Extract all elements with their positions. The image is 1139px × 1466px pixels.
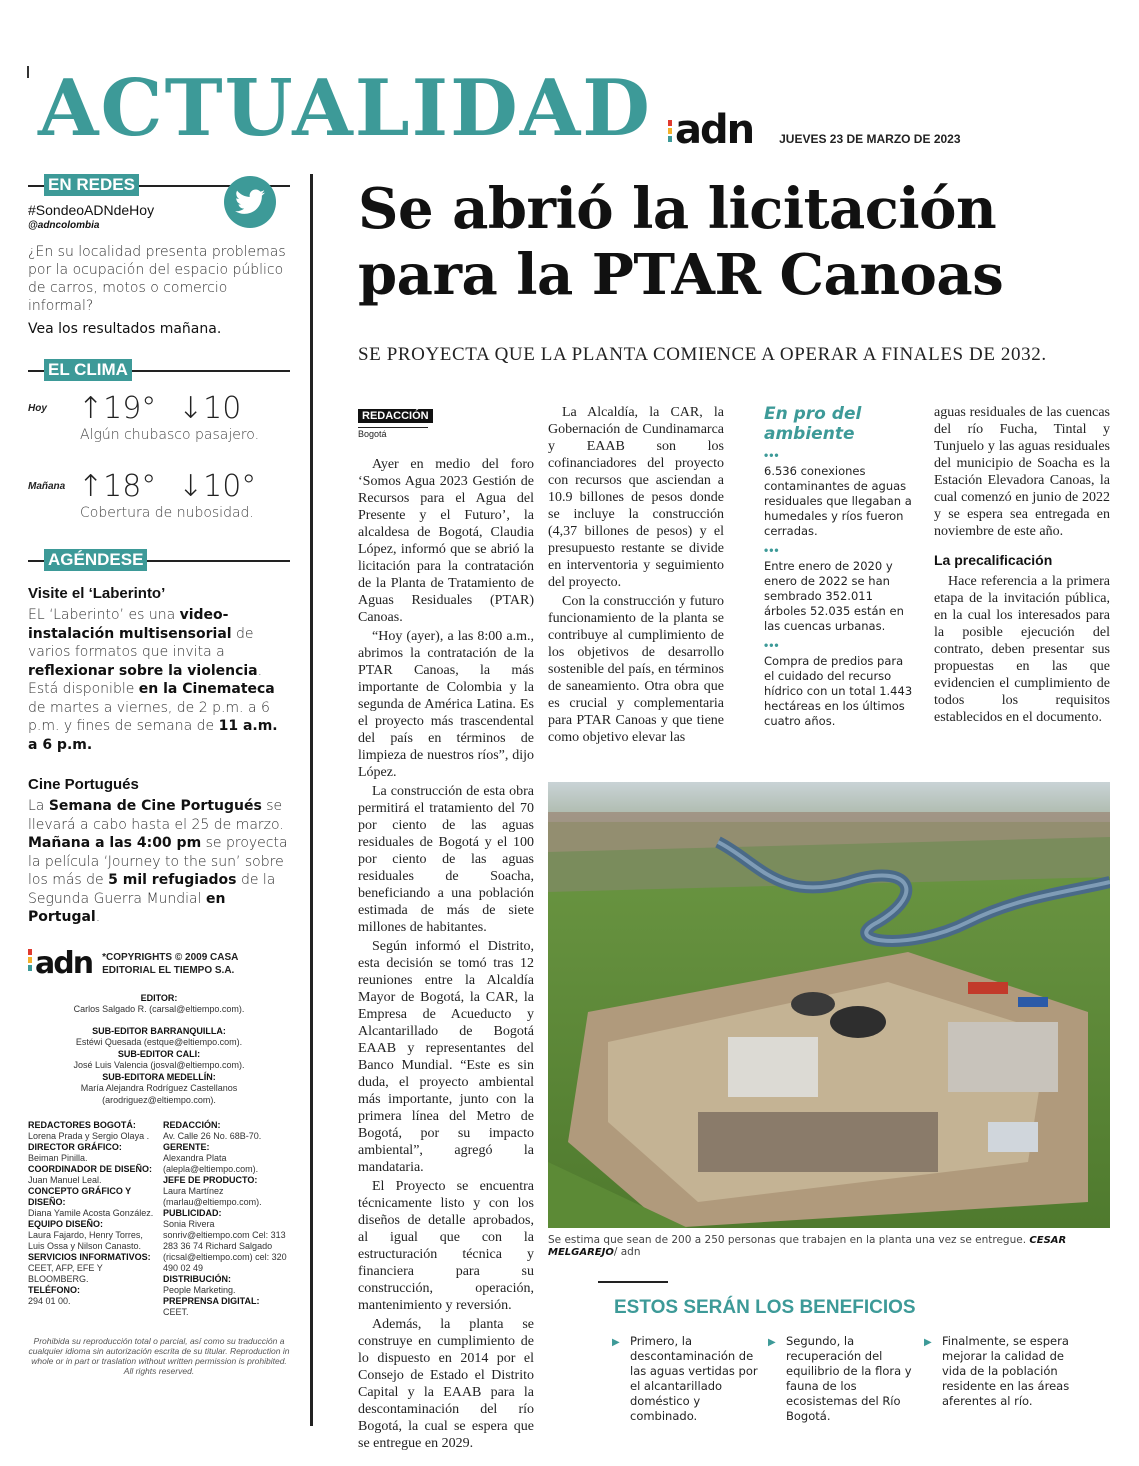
sidebar [28, 174, 290, 1376]
page-mark [27, 66, 29, 78]
subtitle: La precalificación [934, 552, 1053, 568]
weather-today [28, 391, 290, 469]
issue-date: JUEVES 23 DE MARZO DE 2023 [779, 132, 961, 146]
hashtag[interactable]: #SondeoADNdeHoy [28, 202, 155, 218]
brand-header [668, 107, 961, 153]
weather-day: Hoy [28, 403, 47, 414]
author: REDACCIÓN [358, 409, 433, 423]
legal-notice: Prohibida su reproducción total o parcial, así como su traducción a cualquier idioma sin autorización escrita de su titular. Reproduction in whole or in part or traslation without written permission is prohibited. All rights reserved. [28, 1336, 290, 1376]
paragraph: La Alcaldía, la CAR, la Gobernación de Cundinamarca y EAAB son los cofinanciadores del proyecto con recursos que asciendan a 10.9 billones de pesos donde se incluye la construcción (4,37 billones de pesos) y el presupuesto restante se divide en interventoria y seguimiento del proyecto. [548, 405, 724, 590]
paragraph: Según informó el Distrito, esta decisión se tomó tras 12 reuniones entre la Alcaldía Mayor de Bogotá, la CAR, la Empresa de Acueducto y Alcantarillado de Bogotá EAAB y representantes del Banco Mundial. “Este es sin duda, el proyecto ambiental más importante, junto con la primera línea del Metro de Bogotá, por su impacto ambiental”, agregó la mandataria. [358, 939, 534, 1175]
event-body: La Semana de Cine Portugués se llevará a cabo hasta el 25 de marzo. Mañana a las 4:00 pm se proyecta la película ‘Journey to the sun’ sobre los más de 5 mil refugiados de la Segunda Guerra Mundial en Portugal. [28, 798, 288, 925]
paragraph: aguas residuales de las cuencas del río Fucha, Tintal y Tunjuelo y las aguas residuales del municipio de Soacha es la Estación Elevadora Canoas, la cual comenzó en junio de 2022 y se espera sea entregada en noviembre de este año. [934, 405, 1110, 539]
benefit-item: ▶ Primero, la descontaminación de las aguas vertidas por el alcantarillado doméstico y combinado. [612, 1334, 758, 1423]
section-title: ACTUALIDAD [38, 63, 652, 154]
arrow-icon: ▶ [612, 1337, 620, 1348]
brand-logo: adn [675, 107, 754, 153]
paragraph: Hace referencia a la primera etapa de la invitación pública, en la cual los interesados para la posible ejecución del contrato, deben presentar sus propuestas en las que evidencien el cumplimiento de todos los requisitos establecidos en el documento. [934, 574, 1110, 725]
bullet-dots: ••• [764, 638, 780, 652]
brand-logo-small: adn [35, 945, 93, 981]
paragraph: La construcción de esta obra permitirá el tratamiento del 70 por ciento de las aguas residuales de Bogotá y el 100 por ciento de las aguas residuales de Soacha, beneficiando a una población estimada de más de siete millones de habitantes. [358, 784, 534, 935]
temp-min: ↓10 [178, 391, 242, 426]
paragraph: Ayer en medio del foro ‘Somos Agua 2023 Gestión de Recursos para el Agua del Presente y el Futuro’, la alcaldesa de Bogotá, Claudia López, informó que se abrió la licitación para la contratación de la Planta de Tratamiento de Aguas Residuales (PTAR) Canoas. [358, 457, 534, 625]
weather-day: Mañana [28, 481, 66, 492]
weather-tomorrow [28, 469, 290, 547]
weather-desc: Algún chubasco pasajero. [80, 427, 260, 443]
poll-question: ¿En su localidad presenta problemas por la ocupación del espacio público de carros, motos o comercio informal? [28, 244, 286, 314]
staff-credits [28, 1120, 290, 1318]
benefits-title: ESTOS SERÁN LOS BENEFICIOS [614, 1297, 916, 1318]
event-title: Visite el ‘Laberinto’ [28, 585, 166, 602]
editor-credits: EDITOR: Carlos Salgado R. (carsal@eltiempo.com). SUB-EDITOR BARRANQUILLA: Estéwi Quesada (estque@eltiempo.com). SUB-EDITOR CALI: José Luis Valencia (josval@eltiempo.com). SUB-EDITORA MEDELLÍN: María Alejandra Rodríguez Castellanos (arodriguez@eltiempo.com). [73, 992, 245, 1105]
temp-max: ↑18° [78, 469, 157, 504]
box-item: Compra de predios para el cuidado del recurso hídrico con un total 1.443 hectáreas en los últimos cuatro años. [764, 654, 913, 728]
photo-caption: Se estima que sean de 200 a 250 personas que trabajen en la planta una vez se entregue. CESAR MELGAREJO/ adn [548, 1234, 1067, 1258]
paragraph: El Proyecto se encuentra técnicamente listo y con los diseños de detalle aprobados, al igual que con la estructuración técnica y financiera para su construcción, operación, mantenimiento y reversión. [358, 1179, 534, 1313]
event-body: EL ‘Laberinto’ es una video-instalación multisensorial de varios formatos que invita a reflexionar sobre la violencia. Está disponible en la Cinemateca de martes a viernes, de 2 p.m. a 6 p.m. y fines de semana de 11 a.m. a 6 p.m. [28, 607, 278, 753]
weather-label: EL CLIMA [44, 359, 132, 381]
staff-right: REDACCIÓN: Av. Calle 26 No. 68B-70. GERENTE: Alexandra Plata (alepla@eltiempo.com). JEFE DE PRODUCTO: Laura Martínez (marlau@eltiempo.com). PUBLICIDAD: Sonia Rivera sonriv@eltiempo.com Cel: 313 283 36 74 Richard Salgado (ricsal@eltiempo.com) cel: 320 490 02 49 DISTRIBUCIÓN: People Marketing. PREPRENSA DIGITAL: CEET. [163, 1120, 287, 1317]
photo-credit: CESAR MELGAREJO [548, 1235, 1067, 1258]
social-label: EN REDES [44, 174, 139, 196]
aerial-photo [548, 782, 1110, 1228]
temp-max: ↑19° [78, 391, 157, 426]
staff-left: REDACTORES BOGOTÁ: Lorena Prada y Sergio Olaya . DIRECTOR GRÁFICO: Beiman Pinilla. COORDINADOR DE DISEÑO: Juan Manuel Leal. CONCEPTO GRÁFICO Y DISEÑO: Diana Yamile Acosta González. EQUIPO DISEÑO: Laura Fajardo, Henry Torres, Luis Ossa y Nilson Canasto. SERVICIOS INFORMATIVOS: CEET, AFP, EFE Y BLOOMBERG. TELÉFONO: 294 01 00. [28, 1120, 154, 1306]
twitter-handle[interactable]: @adncolombia [28, 220, 100, 231]
subhead: SE PROYECTA QUE LA PLANTA COMIENCE A OPERAR A FINALES DE 2032. [358, 344, 1047, 365]
credits-logo [28, 945, 290, 981]
twitter-icon [224, 176, 276, 228]
box-item: 6.536 conexiones contaminantes de aguas residuales que llegaban a humedales y ríos fueron cerradas. [764, 464, 912, 538]
poll-results-note: Vea los resultados mañana. [28, 321, 222, 337]
benefits-rule [598, 1281, 668, 1283]
weather-header [28, 359, 290, 381]
arrow-icon: ▶ [768, 1337, 776, 1348]
agenda-label: AGÉNDESE [44, 549, 147, 571]
dateline-place: Bogotá [358, 427, 428, 439]
article-column-2 [548, 404, 724, 748]
arrow-icon: ▶ [924, 1337, 932, 1348]
paragraph: “Hoy (ayer), a las 8:00 a.m., abrimos la contratación de la PTAR Canoas, la más importante de Colombia y la segunda de América Latina. Es el proyecto más trascendental del país en términos de limpieza de nuestros ríos”, dijo López. [358, 629, 534, 780]
brand-dots [668, 120, 672, 142]
article-column-1 [358, 456, 534, 1454]
weather-desc: Cobertura de nubosidad. [80, 505, 254, 521]
paragraph: Además, la planta se construye en cumplimiento de lo dispuesto en 2014 por el Consejo de Estado el Distrito Capital y la EAAB para la descontaminación del río Bogotá, la cual se espera que se entregue en 2029. [358, 1317, 534, 1451]
event-title: Cine Portugués [28, 776, 139, 793]
sidebar-box-environment [764, 404, 914, 729]
bullet-dots: ••• [764, 543, 780, 557]
headline: Se abrió la licitación para la PTAR Canoas [358, 176, 1004, 308]
temp-min: ↓10° [178, 469, 257, 504]
byline [358, 406, 433, 439]
paragraph: Con la construcción y futuro funcionamiento de la planta se contribuye al cumplimiento de los objetivos de desarrollo sostenible del país, en términos de saneamiento. Otra obra que es crucial y complementaria para PTAR Canoas y que tiene como objetivo elevar las [548, 594, 724, 745]
copyright: *COPYRIGHTS © 2009 CASA EDITORIAL EL TIEMPO S.A. [102, 951, 239, 976]
agenda-header [28, 549, 290, 571]
benefit-item: ▶ Finalmente, se espera mejorar la calidad de vida de la población residente en las áreas aferentes al río. [924, 1334, 1070, 1408]
box-title: En pro del ambiente [764, 404, 862, 444]
benefit-item: ▶ Segundo, la recuperación del equilibrio de la flora y fauna de los ecosistemas del Río Bogotá. [768, 1334, 912, 1423]
bullet-dots: ••• [764, 448, 780, 462]
article-column-4 [934, 404, 1110, 728]
column-divider [310, 174, 313, 1426]
box-item: Entre enero de 2020 y enero de 2022 se han sembrado 352.011 árboles 52.035 están en las cuencas urbanas. [764, 559, 904, 633]
